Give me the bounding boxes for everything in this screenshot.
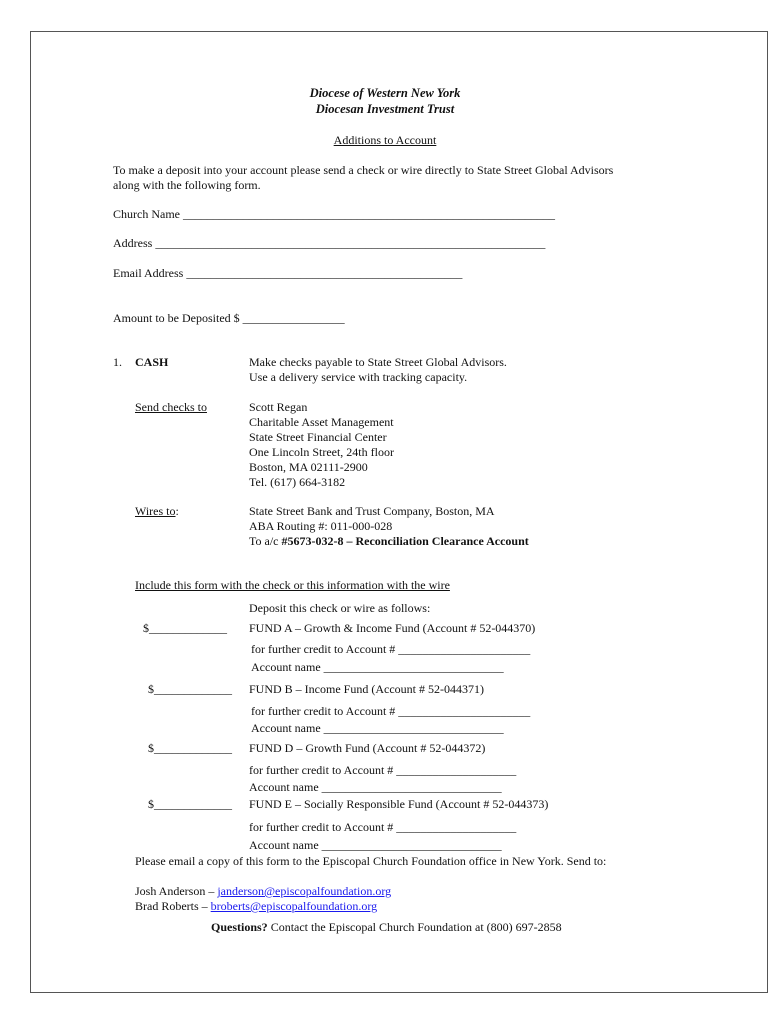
contact-row	[135, 899, 377, 914]
fund-credit-account-field[interactable]: for further credit to Account # ______________________	[251, 642, 531, 656]
contact-name: Brad Roberts –	[135, 899, 211, 913]
mailing-address-line: Charitable Asset Management	[249, 415, 394, 429]
wires-label: Wires to	[135, 504, 176, 518]
wire-account-prefix: To a/c	[249, 534, 282, 548]
fund-account-name-field[interactable]: Account name ______________________________	[249, 838, 502, 852]
payable-line-2: Use a delivery service with tracking capacity.	[249, 370, 468, 384]
email-note: Please email a copy of this form to the Episcopal Church Foundation office in New York. Send to:	[135, 854, 607, 868]
fund-name: FUND D – Growth Fund (Account # 52-044372)	[249, 741, 486, 755]
include-note: Include this form with the check or this information with the wire	[135, 578, 450, 592]
church-name-field[interactable]: Church Name ______________________________________________________________	[113, 207, 555, 221]
mailing-address-line: Boston, MA 02111-2900	[249, 460, 368, 474]
fund-credit-account-field[interactable]: for further credit to Account # ____________________	[249, 763, 517, 777]
contact-email-link[interactable]: broberts@episcopalfoundation.org	[210, 899, 378, 913]
amount-field[interactable]: Amount to be Deposited $ _________________	[113, 311, 345, 325]
org-title: Diocese of Western New York	[309, 86, 461, 100]
fund-name: FUND E – Socially Responsible Fund (Account # 52-044373)	[249, 797, 549, 811]
fund-amount-field[interactable]: $_____________	[143, 621, 227, 635]
payable-line-1: Make checks payable to State Street Global Advisors.	[249, 355, 507, 369]
contact-row	[135, 884, 391, 899]
fund-account-name-field[interactable]: Account name ______________________________	[249, 780, 502, 794]
deposit-intro: Deposit this check or wire as follows:	[249, 601, 431, 615]
wire-routing: ABA Routing #: 011-000-028	[249, 519, 393, 533]
wire-account-number: #5673-032-8 – Reconciliation Clearance Account	[281, 534, 529, 548]
fund-amount-field[interactable]: $_____________	[148, 741, 232, 755]
send-checks-label: Send checks to	[135, 400, 207, 414]
intro-line-1: To make a deposit into your account please send a check or wire directly to State Street Global Advisors	[113, 163, 614, 177]
fund-amount-field[interactable]: $_____________	[148, 797, 232, 811]
fund-amount-field[interactable]: $_____________	[148, 682, 232, 696]
mailing-address-line: Scott Regan	[249, 400, 308, 414]
intro-line-2: along with the following form.	[113, 178, 261, 192]
mailing-address-line: Tel. (617) 664-3182	[249, 475, 346, 489]
fund-credit-account-field[interactable]: for further credit to Account # ____________________	[249, 820, 517, 834]
mailing-address-line: One Lincoln Street, 24th floor	[249, 445, 394, 459]
contact-email-link[interactable]: janderson@episcopalfoundation.org	[217, 884, 392, 898]
form-subtitle: Additions to Account	[333, 133, 437, 147]
mailing-address-line: State Street Financial Center	[249, 430, 387, 444]
fund-name: FUND B – Income Fund (Account # 52-044371)	[249, 682, 484, 696]
wire-bank: State Street Bank and Trust Company, Boston, MA	[249, 504, 495, 518]
email-address-field[interactable]: Email Address ______________________________________________	[113, 266, 463, 280]
cash-heading: CASH	[135, 355, 169, 369]
questions-label: Questions?	[211, 920, 268, 934]
wires-colon: :	[175, 504, 179, 518]
wires-label-row	[135, 504, 179, 519]
questions-row	[211, 920, 562, 935]
section-number: 1.	[113, 355, 122, 369]
questions-text: Contact the Episcopal Church Foundation at (800) 697-2858	[267, 920, 562, 934]
wire-account-row	[249, 534, 529, 549]
fund-account-name-field[interactable]: Account name ______________________________	[251, 660, 504, 674]
fund-account-name-field[interactable]: Account name ______________________________	[251, 721, 504, 735]
contact-name: Josh Anderson –	[135, 884, 218, 898]
trust-title: Diocesan Investment Trust	[315, 102, 455, 116]
address-field[interactable]: Address _________________________________________________________________	[113, 236, 546, 250]
fund-name: FUND A – Growth & Income Fund (Account # 52-044370)	[249, 621, 536, 635]
fund-credit-account-field[interactable]: for further credit to Account # ______________________	[251, 704, 531, 718]
